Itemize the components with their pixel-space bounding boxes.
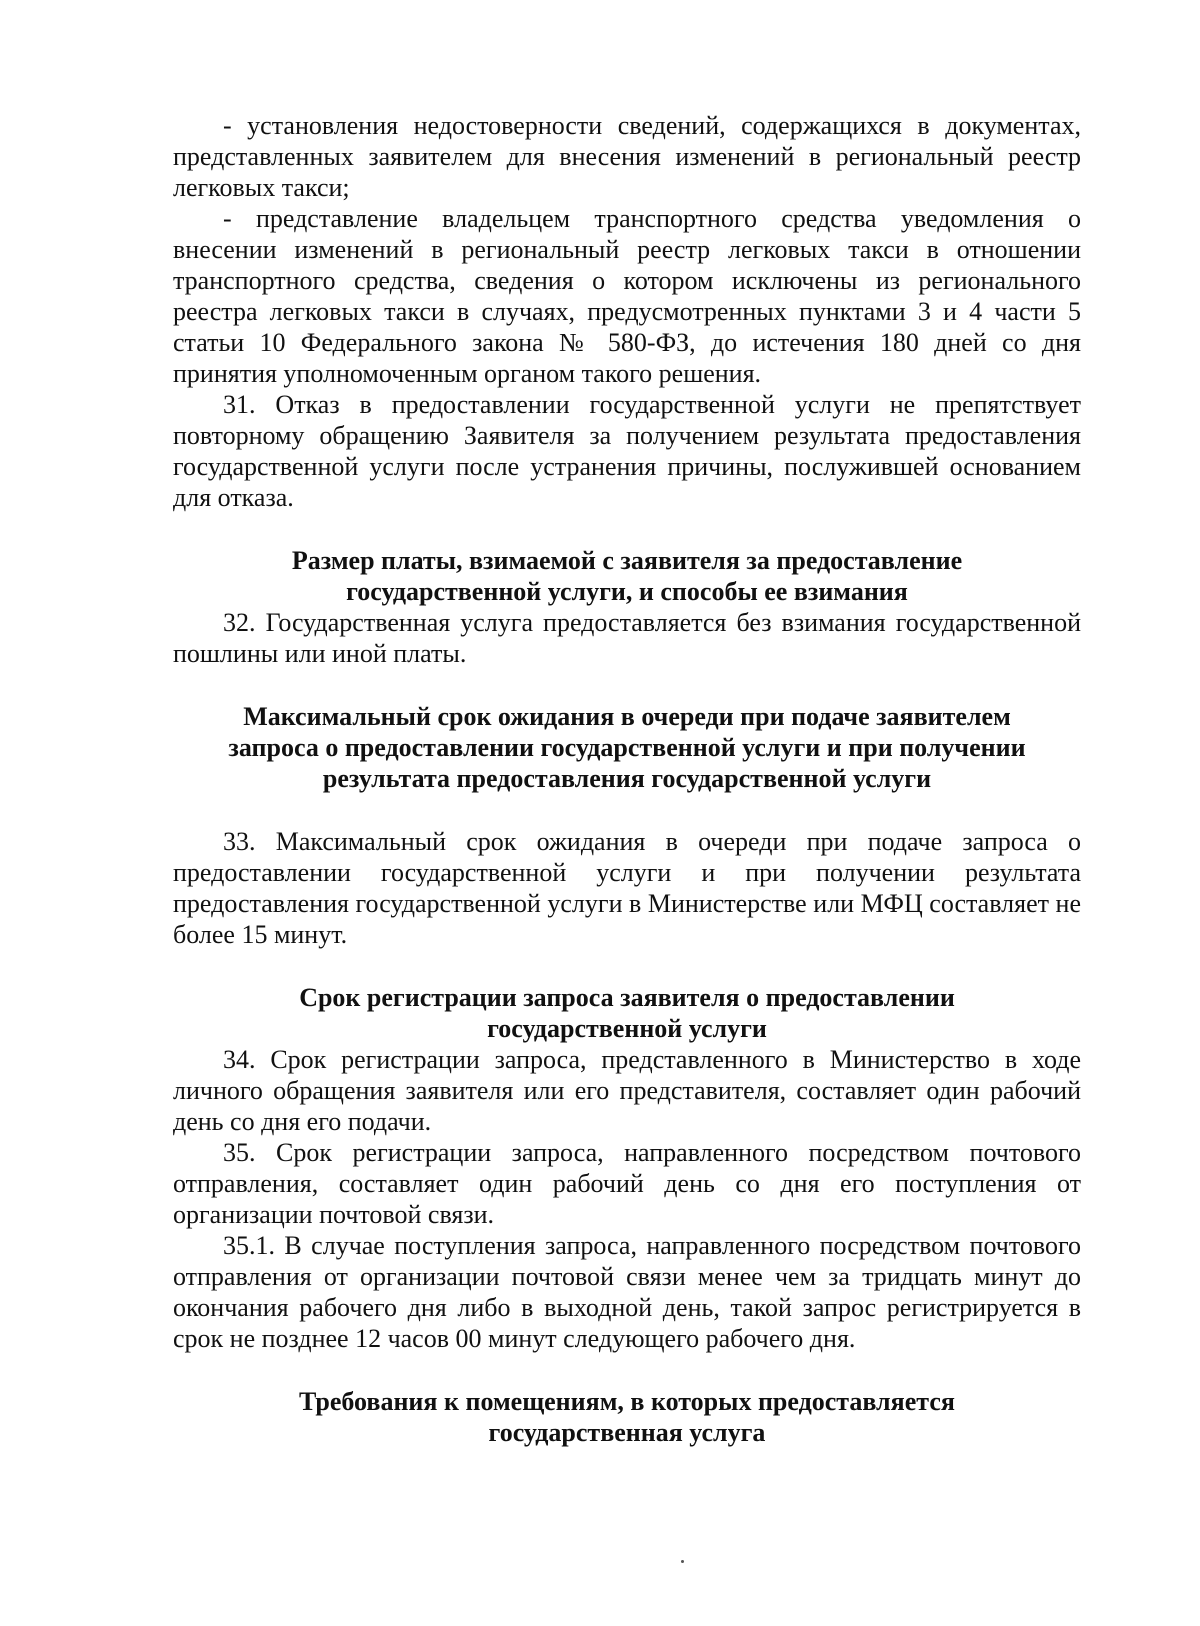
- section-heading: [173, 701, 1081, 794]
- section-heading: [173, 1386, 1081, 1448]
- paragraph: 34. Срок регистрации запроса, представленного в Министерство в ходе личного обращения заявителя или его представителя, составляет один рабочий день со дня его подачи.: [173, 1045, 1081, 1136]
- scan-speck: [681, 1560, 684, 1563]
- heading-line: государственной услуги, и способы ее взимания: [346, 577, 908, 606]
- heading-line: государственной услуги: [487, 1014, 767, 1043]
- spacer: [173, 669, 1081, 701]
- paragraph: 35. Срок регистрации запроса, направленного посредством почтового отправления, составляет один рабочий день со дня его поступления от организации почтовой связи.: [173, 1138, 1081, 1229]
- paragraph: - установления недостоверности сведений, содержащихся в документах, представленных заявителем для внесения изменений в региональный реестр легковых такси;: [173, 111, 1081, 202]
- heading-line: Максимальный срок ожидания в очереди при подаче заявителем: [243, 702, 1011, 731]
- heading-line: результата предоставления государственной услуги: [322, 764, 932, 793]
- document-page: [173, 110, 1081, 1448]
- spacer: [173, 950, 1081, 982]
- heading-line: Размер платы, взимаемой с заявителя за предоставление: [291, 546, 963, 575]
- spacer: [173, 794, 1081, 826]
- spacer: [173, 1354, 1081, 1386]
- paragraph: 32. Государственная услуга предоставляется без взимания государственной пошлины или иной платы.: [173, 608, 1081, 668]
- spacer: [173, 513, 1081, 545]
- section-heading: [173, 545, 1081, 607]
- heading-line: запроса о предоставлении государственной услуги и при получении: [228, 733, 1026, 762]
- paragraph: 31. Отказ в предоставлении государственной услуги не препятствует повторному обращению Заявителя за получением результата предоставления государственной услуги после устранения причины, послужившей основанием для отказа.: [173, 390, 1081, 512]
- paragraph: 35.1. В случае поступления запроса, направленного посредством почтового отправления от организации почтовой связи менее чем за тридцать минут до окончания рабочего дня либо в выходной день, такой запрос регистрируется в срок не позднее 12 часов 00 минут следующего рабочего дня.: [173, 1231, 1081, 1353]
- heading-line: Требования к помещениям, в которых предоставляется: [299, 1387, 955, 1416]
- heading-line: государственная услуга: [488, 1418, 766, 1447]
- paragraph: 33. Максимальный срок ожидания в очереди при подаче запроса о предоставлении государственной услуги и при получении результата предоставления государственной услуги в Министерстве или МФЦ составляет не более 15 минут.: [173, 827, 1081, 949]
- section-heading: [173, 982, 1081, 1044]
- paragraph: - представление владельцем транспортного средства уведомления о внесении изменений в региональный реестр легковых такси в отношении транспортного средства, сведения о котором исключены из регионального реестра легковых такси в случаях, предусмотренных пунктами 3 и 4 части 5 статьи 10 Федерального закона № 580-ФЗ, до истечения 180 дней со дня принятия уполномоченным органом такого решения.: [173, 204, 1081, 388]
- heading-line: Срок регистрации запроса заявителя о предоставлении: [299, 983, 955, 1012]
